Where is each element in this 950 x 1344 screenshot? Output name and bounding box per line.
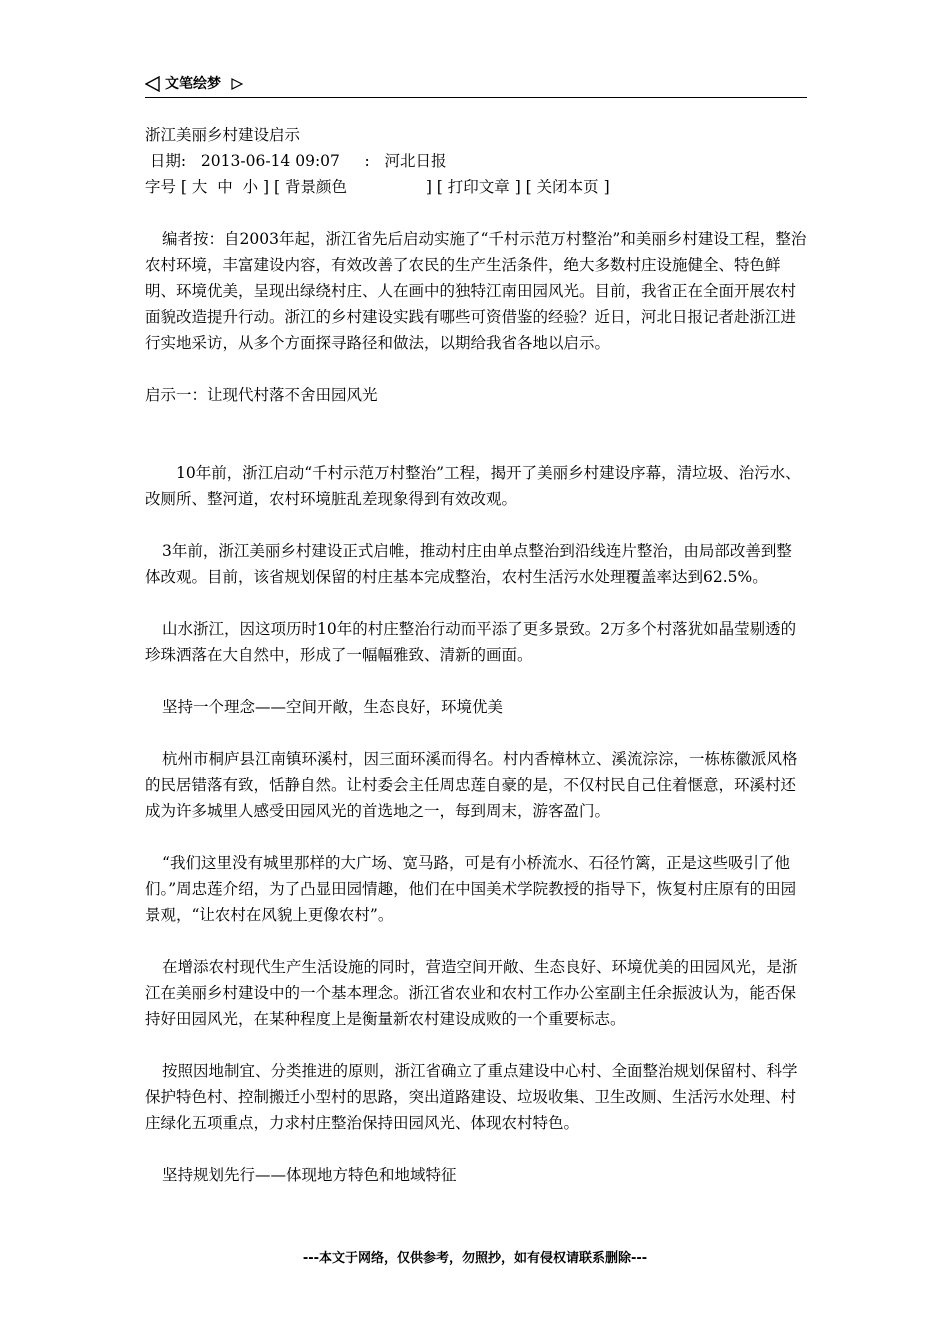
forward-triangle-icon[interactable]: [231, 78, 243, 90]
subheading-1: 坚持一个理念——空间开敞，生态良好，环境优美: [162, 698, 504, 716]
article-title: 浙江美丽乡村建设启示: [145, 126, 301, 144]
back-triangle-icon[interactable]: [145, 76, 161, 92]
section-title-1: 启示一：让现代村落不舍田园风光: [145, 386, 378, 404]
paragraph-7: 按照因地制宜、分类推进的原则，浙江省确立了重点建设中心村、全面整治规划保留村、科学保护特色村、控制搬迁小型村的思路，突出道路建设、垃圾收集、卫生改厕、生活污水处理、村庄绿化五项重点，力求村庄整治保持田园风光、体现农村特色。: [145, 1062, 798, 1132]
paragraph-6: 在增添农村现代生产生活设施的同时，营造空间开敞、生态良好、环境优美的田园风光，是浙江在美丽乡村建设中的一个基本理念。浙江省农业和农村工作办公室副主任余振波认为，能否保持好田园风光，在某种程度上是衡量新农村建设成败的一个重要标志。: [145, 958, 798, 1028]
subheading-2: 坚持规划先行——体现地方特色和地域特征: [162, 1166, 457, 1184]
paragraph-2: 3年前，浙江美丽乡村建设正式启帷，推动村庄由单点整治到沿线连片整治，由局部改善到整体改观。目前，该省规划保留的村庄基本完成整治，农村生活污水处理覆盖率达到62.5%。: [145, 542, 792, 586]
paragraph-3: 山水浙江，因这项历时10年的村庄整治行动而平添了更多景致。2万多个村落犹如晶莹剔透的珍珠洒落在大自然中，形成了一幅幅雅致、清新的画面。: [145, 620, 797, 664]
article-body: [145, 122, 807, 1188]
paragraph-4: 杭州市桐庐县江南镇环溪村，因三面环溪而得名。村内香樟林立、溪流淙淙，一栋栋徽派风格的民居错落有致，恬静自然。让村委会主任周忠莲自豪的是，不仅村民自己住着惬意，环溪村还成为许多城里人感受田园风光的首选地之一，每到周末，游客盈门。: [145, 750, 798, 820]
paragraph-1: 10年前，浙江启动“千村示范万村整治”工程，揭开了美丽乡村建设序幕，清垃圾、治污水、改厕所、整河道，农村环境脏乱差现象得到有效改观。: [145, 464, 801, 508]
footer-notice: ---本文于网络，仅供参考，勿照抄，如有侵权请联系删除---: [302, 1251, 648, 1266]
page-header: [145, 72, 807, 98]
brand-name: 文笔绘梦: [165, 76, 221, 92]
editor-note: 编者按：自2003年起，浙江省先后启动实施了“千村示范万村整治”和美丽乡村建设工程，整治农村环境，丰富建设内容，有效改善了农民的生产生活条件，绝大多数村庄设施健全、特色鲜明、环境优美，呈现出绿绕村庄、人在画中的独特江南田园风光。目前，我省正在全面开展农村面貌改造提升行动。浙江的乡村建设实践有哪些可资借鉴的经验？近日，河北日报记者赴浙江进行实地采访，从多个方面探寻路径和做法，以期给我省各地以启示。: [145, 230, 807, 352]
article-date-line: 日期: 2013-06-14 09:07 : 河北日报: [145, 152, 447, 170]
paragraph-5: “我们这里没有城里那样的大广场、宽马路，可是有小桥流水、石径竹篱，正是这些吸引了他们。”周忠莲介绍，为了凸显田园情趣，他们在中国美术学院教授的指导下，恢复村庄原有的田园景观，“让农村在风貌上更像农村”。: [145, 854, 797, 924]
article-tools-line: 字号 [ 大 中 小 ] [ 背景颜色 ] [ 打印文章 ] [ 关闭本页 ]: [145, 178, 610, 196]
